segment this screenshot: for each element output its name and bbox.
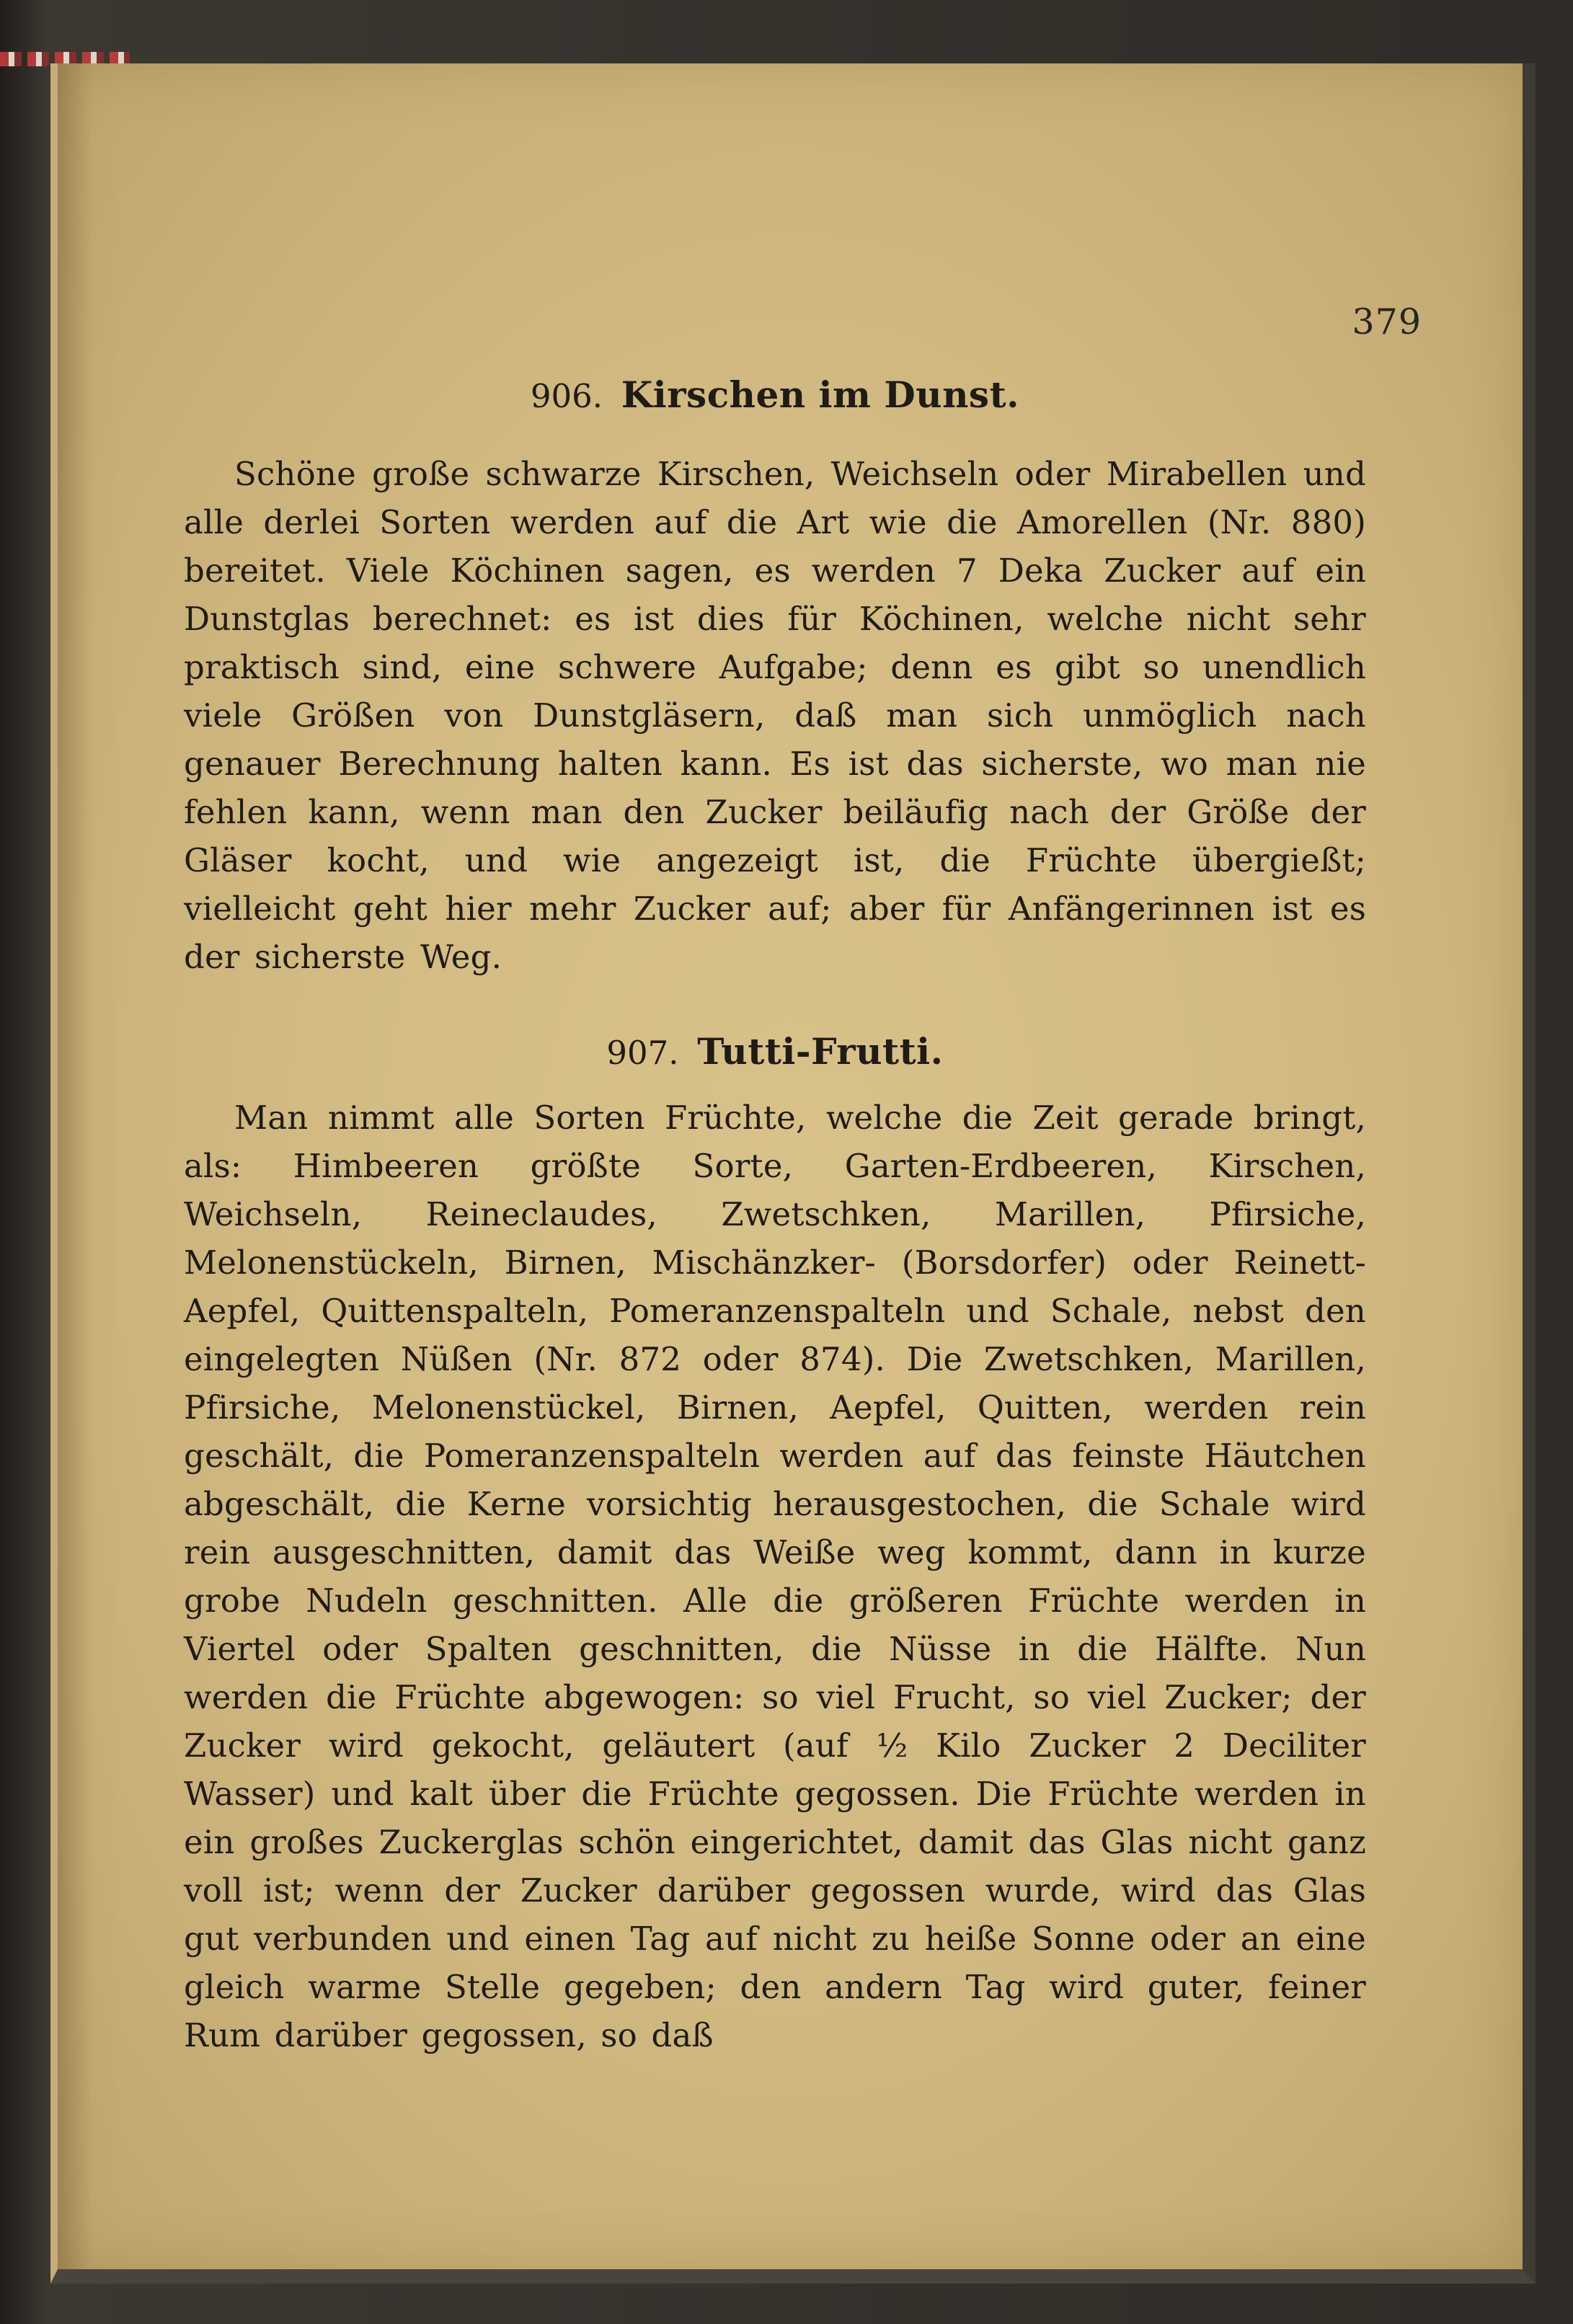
- recipe-number: 906.: [530, 377, 603, 415]
- recipe-title: Tutti-Frutti.: [697, 1030, 944, 1073]
- page-gutter-shadow: [58, 63, 92, 2269]
- page-content: [184, 373, 1366, 2059]
- recipe-title: Kirschen im Dunst.: [621, 373, 1020, 416]
- recipe-text-907: Man nimmt alle Sorten Früchte, welche die Zeit gerade bringt, als: Himbeeren größte Sorte, Garten-Erdbeeren, Kirschen, Weichseln, Reineclaudes, Zwetschken, Marillen, Pfirsiche, Melonenstückeln, Birnen, Mischänzker- (Borsdorfer) oder Reinett-Aepfel, Quittenspalteln, Pomeranzenspalteln und Schale, nebst den eingelegten Nüßen (Nr. 872 oder 874). Die Zwetschken, Marillen, Pfirsiche, Melonenstückel, Birnen, Aepfel, Quitten, werden rein geschält, die Pomeranzenspalteln werden auf das feinste Häutchen abgeschält, die Kerne vorsichtig herausgestochen, die Schale wird rein ausgeschnitten, damit das Weiße weg kommt, dann in kurze grobe Nudeln geschnitten. Alle die größeren Früchte werden in Viertel oder Spalten geschnitten, die Nüsse in die Hälfte. Nun werden die Früchte abgewogen: so viel Frucht, so viel Zucker; der Zucker wird gekocht, geläutert (auf ½ Kilo Zucker 2 Deciliter Wasser) und kalt über die Früchte gegossen. Die Früchte werden in ein großes Zuckerglas schön eingerichtet, damit das Glas nicht ganz voll ist; wenn der Zucker darüber gegossen wurde, wird das Glas gut verbunden und einen Tag auf nicht zu heiße Sonne oder an eine gleich warme Stelle gegeben; den andern Tag wird guter, feiner Rum darüber gegossen, so daß: [184, 1099, 1366, 2054]
- book-page: [50, 63, 1536, 2284]
- recipe-heading-906: [184, 373, 1366, 417]
- recipe-number: 907.: [606, 1034, 679, 1072]
- recipe-text-906: Schöne große schwarze Kirschen, Weichseln oder Mirabellen und alle derlei Sorten werden auf die Art wie die Amorellen (Nr. 880) bereitet. Viele Köchinen sagen, es werden 7 Deka Zucker auf ein Dunstglas berechnet: es ist dies für Köchinen, welche nicht sehr praktisch sind, eine schwere Aufgabe; denn es gibt so unendlich viele Größen von Dunstgläsern, daß man sich unmöglich nach genauer Berechnung halten kann. Es ist das sicherste, wo man nie fehlen kann, wenn man den Zucker beiläufig nach der Größe der Gläser kocht, und wie angezeigt ist, die Früchte übergießt; vielleicht geht hier mehr Zucker auf; aber für Anfängerinnen ist es der sicherste Weg.: [184, 455, 1366, 976]
- recipe-heading-907: [184, 1030, 1366, 1073]
- page-number: 379: [1352, 301, 1422, 342]
